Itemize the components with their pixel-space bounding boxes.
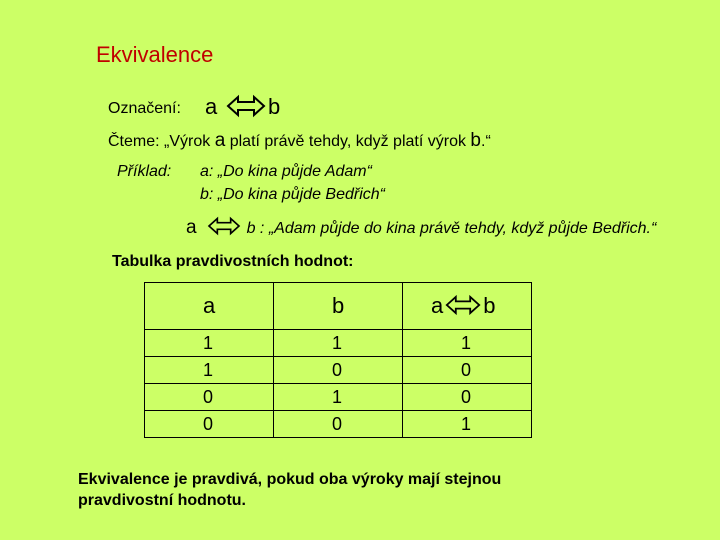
cell-result: 0 <box>403 357 532 384</box>
table-row <box>145 384 532 411</box>
truth-table <box>144 282 532 438</box>
example-combined: a b : „Adam půjde do kina právě tehdy, když půjde Bedřich.“ <box>186 217 657 238</box>
table-heading: Tabulka pravdivostních hodnot: <box>112 253 354 270</box>
cell-a: 1 <box>145 357 274 384</box>
reading-sentence: Čteme: „Výrok a platí právě tehdy, když platí výrok b.“ <box>108 130 491 151</box>
designation-label: Označení: <box>108 100 181 117</box>
designation-b: b <box>268 94 281 119</box>
slide-title: Ekvivalence <box>96 42 214 67</box>
example-label: Příklad: <box>117 163 172 180</box>
cell-result: 1 <box>403 411 532 438</box>
example-line-b: b: „Do kina půjde Bedřich“ <box>200 186 385 203</box>
cell-result: 0 <box>403 384 532 411</box>
example-line-a: a: „Do kina půjde Adam“ <box>200 163 372 180</box>
table-row <box>145 330 532 357</box>
equivalence-arrow-icon <box>226 94 266 118</box>
cell-a: 1 <box>145 330 274 357</box>
conclusion-text: Ekvivalence je pravdivá, pokud oba výroky mají stejnou pravdivostní hodnotu. <box>78 471 502 509</box>
table-row <box>145 411 532 438</box>
cell-a: 0 <box>145 411 274 438</box>
cell-b: 1 <box>274 330 403 357</box>
cell-b: 1 <box>274 384 403 411</box>
table-row <box>145 357 532 384</box>
cell-b: 0 <box>274 411 403 438</box>
cell-b: 0 <box>274 357 403 384</box>
table-header-row <box>145 283 532 330</box>
designation-a: a <box>205 94 218 119</box>
cell-a: 0 <box>145 384 274 411</box>
equivalence-arrow-icon <box>205 216 243 236</box>
cell-result: 1 <box>403 330 532 357</box>
header-a: a <box>145 283 274 330</box>
header-equivalence: a b <box>403 283 532 330</box>
header-b: b <box>274 283 403 330</box>
equivalence-arrow-icon <box>445 294 481 316</box>
